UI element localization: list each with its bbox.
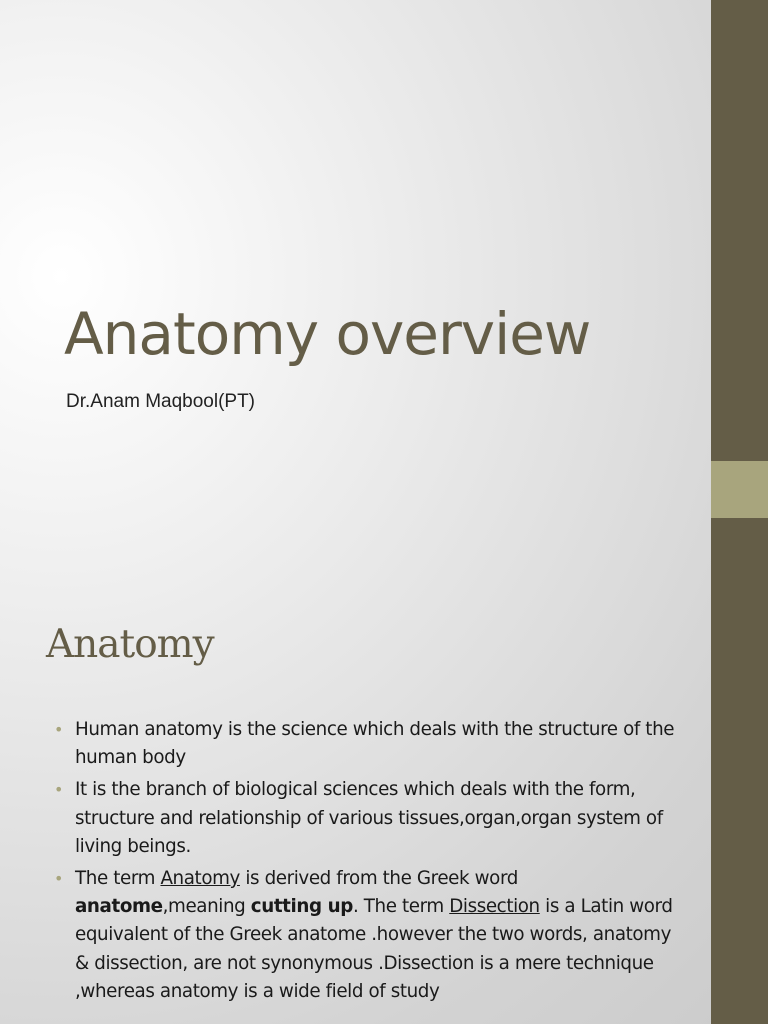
term-dissection: Dissection [449, 896, 540, 918]
bullet-item [54, 776, 679, 861]
bullet-text-segment: The term [75, 868, 161, 890]
bullet-item [54, 716, 679, 772]
bullet-icon: • [54, 720, 64, 739]
accent-block [711, 461, 768, 518]
bullet-icon: • [54, 780, 64, 800]
section-heading: Anatomy [46, 622, 214, 667]
term-cutting-up: cutting up [250, 896, 353, 918]
bullet-text-segment: . The term [352, 896, 450, 918]
bullet-text-segment: is a Latin word equivalent of the Greek anatome .however the two words, anatomy & dissection, are not synonymous .Dissection is a mere technique ,whereas anatomy is a wide field of study [75, 896, 673, 1002]
slide-title: Anatomy overview [64, 300, 591, 368]
bullet-list [54, 716, 679, 1010]
term-anatomy: Anatomy [160, 868, 240, 890]
bullet-text: It is the branch of biological sciences which deals with the form, structure and relationship of various tissues,organ,organ system of living beings. [75, 779, 663, 857]
bullet-icon: • [54, 869, 64, 889]
bullet-item [54, 865, 679, 1006]
slide-subtitle: Dr.Anam Maqbool(PT) [66, 391, 256, 412]
term-anatome: anatome [75, 896, 163, 918]
bullet-text-segment: ,meaning [162, 896, 251, 918]
bullet-text-segment: is derived from the Greek word [239, 868, 518, 890]
bullet-text: Human anatomy is the science which deals with the structure of the human body [75, 719, 675, 769]
